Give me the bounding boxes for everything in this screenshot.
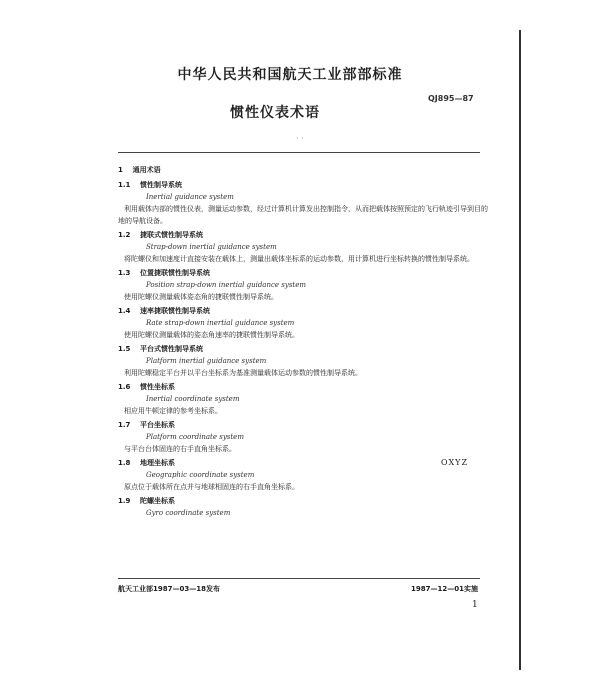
term-heading [118,179,488,191]
standard-number: QJ895—87 [428,94,474,103]
term-heading [118,495,488,507]
term-en: Platform inertial guidance system [146,357,267,365]
term-zh: 惯性坐标系 [140,383,175,391]
term-heading [118,343,488,355]
term-entry [118,179,488,227]
term-definition: 使用陀螺仪测量载体的姿态角速率的捷联惯性制导系统。 [124,331,299,339]
term-definition: 与平台台体固连的右手直角坐标系。 [124,445,236,453]
term-definition: 利用载体内部的惯性仪表，测量运动参数，经过计算机计算发出控制指令，从而把载体按照预定的飞行轨迹引导到目的地的导航设备。 [118,205,488,225]
term-entry [118,229,488,265]
term-heading [118,381,488,393]
term-heading [118,419,488,431]
terms-body [118,164,488,521]
term-en: Inertial coordinate system [146,395,240,403]
term-number: 1.9 [118,497,131,505]
term-en: Strap-down inertial guidance system [146,243,277,251]
section-heading [118,164,488,176]
term-zh: 捷联式惯性制导系统 [140,231,203,239]
effective-date: 1987—12—01实施 [411,585,478,593]
term-zh: 陀螺坐标系 [140,497,175,505]
term-entry [118,381,488,417]
term-zh: 平台式惯性制导系统 [140,345,203,353]
term-number: 1.8 [118,459,131,467]
term-heading [118,305,488,317]
term-entry [118,419,488,455]
term-heading [118,267,488,279]
header-rule [118,152,480,153]
term-number: 1.7 [118,421,131,429]
section-number: 1 [118,166,123,174]
term-zh: 平台坐标系 [140,421,175,429]
term-entry [118,343,488,379]
term-en: Inertial guidance system [146,193,234,201]
term-en: Platform coordinate system [146,433,244,441]
term-heading [118,229,488,241]
term-en: Position strap-down inertial guidance system [146,281,306,289]
term-zh: 速率捷联惯性制导系统 [140,307,210,315]
term-number: 1.3 [118,269,131,277]
term-zh: 惯性制导系统 [140,181,182,189]
page-number: 1 [472,600,478,610]
page-spine-line [519,30,521,670]
term-zh: 地理坐标系 [140,459,175,467]
term-definition: 原点位于载体所在点并与地球相固连的右手直角坐标系。 [124,483,299,491]
ministry-heading: 中华人民共和国航天工业部部标准 [177,67,403,83]
term-entry [118,305,488,341]
term-en: Rate strap-down inertial guidance system [146,319,295,327]
term-en: Geographic coordinate system [146,471,255,479]
term-entry [118,457,488,493]
section-title: 通用术语 [132,166,161,174]
term-definition: 使用陀螺仪测量载体姿态角的捷联惯性制导系统。 [124,293,278,301]
term-definition: 利用陀螺稳定平台并以平台坐标系为基准测量载体运动参数的惯性制导系统。 [124,369,362,377]
term-entry [118,267,488,303]
term-definition: 将陀螺仪和加速度计直接安装在载体上，测量出载体坐标系的运动参数，用计算机进行坐标转换的惯性制导系统。 [124,255,474,263]
term-number: 1.2 [118,231,131,239]
term-number: 1.6 [118,383,131,391]
footer-rule [118,578,480,579]
scan-speck: · · [296,134,304,143]
term-note: OXYZ [441,458,468,467]
term-number: 1.5 [118,345,131,353]
term-definition: 相应用牛顿定律的参考坐标系。 [124,407,222,415]
term-entry [118,495,488,519]
document-title: 惯性仪表术语 [230,105,320,121]
term-heading [118,457,488,469]
term-number: 1.1 [118,181,131,189]
term-number: 1.4 [118,307,131,315]
issue-date: 航天工业部1987—03—18发布 [118,585,220,593]
term-en: Gyro coordinate system [146,509,231,517]
term-zh: 位置捷联惯性制导系统 [140,269,210,277]
